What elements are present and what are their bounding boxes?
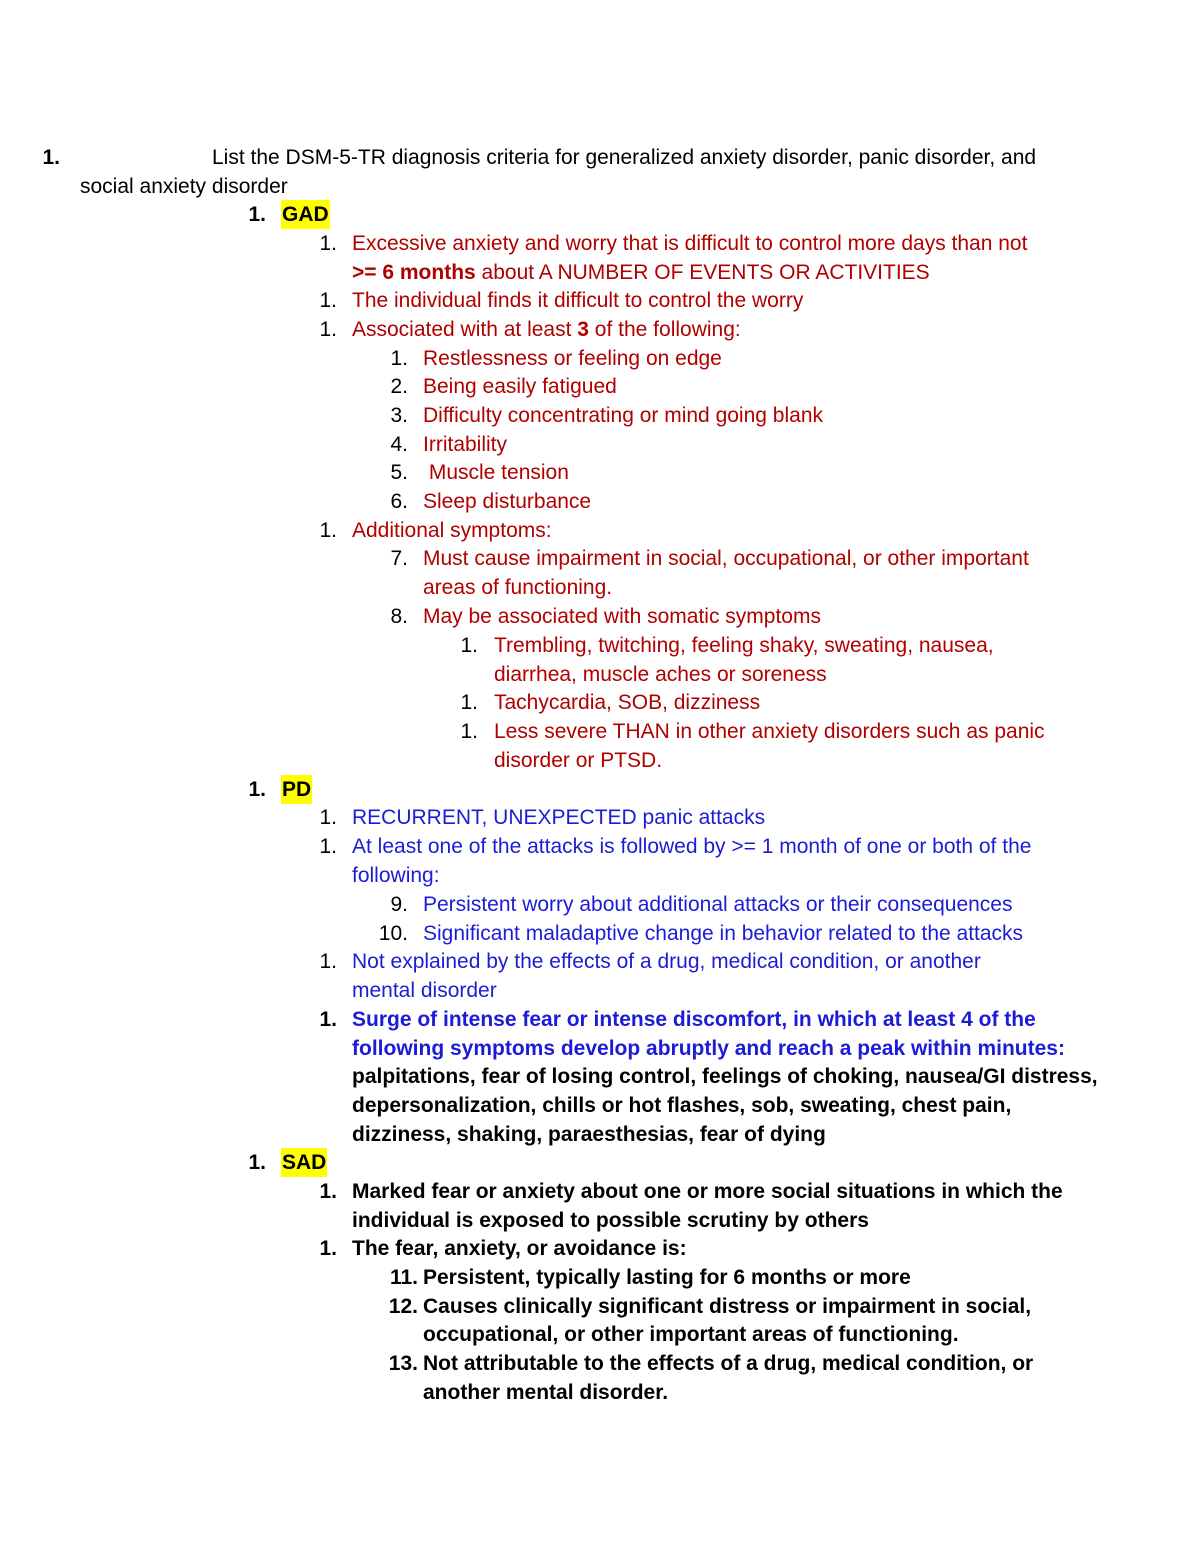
sad-heading <box>0 1148 1200 1177</box>
sad-fear <box>0 1292 1200 1321</box>
gad-symptom-number: 5. <box>390 461 408 484</box>
pd-item-text-cont: depersonalization, chills or hot flashes, sob, sweating, chest pain, <box>352 1094 1012 1117</box>
pd-item-text-cont: following symptoms develop abruptly and reach a peak within minutes: <box>352 1037 1065 1060</box>
gad-item-text-cont: >= 6 months about A NUMBER OF EVENTS OR ACTIVITIES <box>352 261 930 284</box>
gad-item-number: 1. <box>319 318 337 341</box>
pd-item-cont <box>0 1120 1200 1149</box>
pd-item <box>0 947 1200 976</box>
gad-somatic <box>0 631 1200 660</box>
gad-additional-cont <box>0 573 1200 602</box>
gad-symptom <box>0 401 1200 430</box>
gad-item-text: The individual finds it difficult to control the worry <box>352 289 804 312</box>
pd-following <box>0 919 1200 948</box>
question-line-1 <box>0 143 1200 172</box>
gad-somatic-cont <box>0 660 1200 689</box>
gad-item <box>0 229 1200 258</box>
pd-following-number: 9. <box>390 893 408 916</box>
gad-additional <box>0 544 1200 573</box>
gad-symptom-text: Irritability <box>423 433 508 456</box>
gad-somatic <box>0 688 1200 717</box>
gad-item-text: Additional symptoms: <box>352 519 552 542</box>
gad-somatic-text: Less severe THAN in other anxiety disorders such as panic <box>494 720 1045 743</box>
sad-item <box>0 1234 1200 1263</box>
gad-additional-text: May be associated with somatic symptoms <box>423 605 821 628</box>
pd-item-cont <box>0 1091 1200 1120</box>
sad-item-text: The fear, anxiety, or avoidance is: <box>352 1237 687 1260</box>
question-text-cont: social anxiety disorder <box>80 175 288 198</box>
pd-item-text: At least one of the attacks is followed by >= 1 month of one or both of the <box>352 835 1032 858</box>
gad-symptom-number: 4. <box>390 433 408 456</box>
sad-fear-cont <box>0 1378 1200 1407</box>
sad-heading-number: 1. <box>248 1151 266 1174</box>
gad-symptom <box>0 372 1200 401</box>
gad-symptom-number: 2. <box>390 375 408 398</box>
gad-somatic-text: Tachycardia, SOB, dizziness <box>494 691 761 714</box>
gad-item-number: 1. <box>319 519 337 542</box>
gad-item-cont <box>0 258 1200 287</box>
gad-symptom <box>0 430 1200 459</box>
pd-following <box>0 890 1200 919</box>
question-number: 1. <box>42 146 60 169</box>
pd-item <box>0 832 1200 861</box>
sad-item-number: 1. <box>319 1180 337 1203</box>
sad-item-text-cont: individual is exposed to possible scrutiny by others <box>352 1209 869 1232</box>
sad-fear <box>0 1263 1200 1292</box>
gad-symptom-text: Muscle tension <box>423 461 569 484</box>
gad-somatic-number: 1. <box>460 691 478 714</box>
gad-item-text: Associated with at least 3 of the following: <box>352 318 741 341</box>
sad-fear-text-cont: another mental disorder. <box>423 1381 669 1404</box>
gad-item-text: Excessive anxiety and worry that is difficult to control more days than not <box>352 232 1028 255</box>
pd-item-number: 1. <box>319 1008 337 1031</box>
gad-item <box>0 516 1200 545</box>
sad-item-text: Marked fear or anxiety about one or more social situations in which the <box>352 1180 1063 1203</box>
pd-heading <box>0 775 1200 804</box>
pd-item <box>0 1005 1200 1034</box>
pd-item-text-cont: mental disorder <box>352 979 497 1002</box>
pd-item-text: Surge of intense fear or intense discomfort, in which at least 4 of the <box>352 1008 1036 1031</box>
gad-item <box>0 286 1200 315</box>
pd-item-cont <box>0 1034 1200 1063</box>
pd-item <box>0 803 1200 832</box>
gad-symptom-text: Difficulty concentrating or mind going blank <box>423 404 823 427</box>
gad-somatic-text-cont: diarrhea, muscle aches or soreness <box>494 663 827 686</box>
pd-following-text: Significant maladaptive change in behavior related to the attacks <box>423 922 1024 945</box>
pd-heading-number: 1. <box>248 778 266 801</box>
gad-symptom <box>0 458 1200 487</box>
pd-heading-label: PD <box>281 775 312 804</box>
pd-item-text-cont: following: <box>352 864 440 887</box>
sad-fear-cont <box>0 1320 1200 1349</box>
pd-item-number: 1. <box>319 950 337 973</box>
gad-additional-number: 8. <box>390 605 408 628</box>
sad-fear-text-cont: occupational, or other important areas of functioning. <box>423 1323 959 1346</box>
question-line-2 <box>0 172 1200 201</box>
gad-item-number: 1. <box>319 232 337 255</box>
sad-item-cont <box>0 1206 1200 1235</box>
gad-somatic-text-cont: disorder or PTSD. <box>494 749 663 772</box>
gad-heading <box>0 200 1200 229</box>
gad-somatic <box>0 717 1200 746</box>
sad-fear-text: Causes clinically significant distress or impairment in social, <box>423 1295 1032 1318</box>
pd-following-number: 10. <box>378 922 408 945</box>
gad-heading-label: GAD <box>281 200 330 229</box>
question-text: List the DSM-5-TR diagnosis criteria for generalized anxiety disorder, panic disorder, and <box>212 146 1037 169</box>
gad-somatic-cont <box>0 746 1200 775</box>
gad-somatic-number: 1. <box>460 720 478 743</box>
gad-item <box>0 315 1200 344</box>
pd-item-cont <box>0 1062 1200 1091</box>
sad-fear-number: 13. <box>388 1352 418 1375</box>
pd-item-cont <box>0 976 1200 1005</box>
gad-symptom-text: Being easily fatigued <box>423 375 617 398</box>
pd-item-number: 1. <box>319 835 337 858</box>
gad-symptom-number: 1. <box>390 347 408 370</box>
gad-additional <box>0 602 1200 631</box>
pd-item-cont <box>0 861 1200 890</box>
gad-symptom-text: Restlessness or feeling on edge <box>423 347 722 370</box>
sad-fear-number: 12. <box>388 1295 418 1318</box>
pd-item-text: RECURRENT, UNEXPECTED panic attacks <box>352 806 766 829</box>
sad-heading-label: SAD <box>281 1148 327 1177</box>
gad-item-number: 1. <box>319 289 337 312</box>
gad-somatic-text: Trembling, twitching, feeling shaky, sweating, nausea, <box>494 634 994 657</box>
sad-item-number: 1. <box>319 1237 337 1260</box>
gad-additional-text: Must cause impairment in social, occupational, or other important <box>423 547 1029 570</box>
pd-item-text-cont: palpitations, fear of losing control, feelings of choking, nausea/GI distress, <box>352 1065 1098 1088</box>
sad-item <box>0 1177 1200 1206</box>
pd-item-text-cont: dizziness, shaking, paraesthesias, fear of dying <box>352 1123 826 1146</box>
sad-fear <box>0 1349 1200 1378</box>
gad-additional-text-cont: areas of functioning. <box>423 576 613 599</box>
sad-fear-number: 11. <box>389 1266 418 1289</box>
sad-fear-text: Not attributable to the effects of a drug, medical condition, or <box>423 1352 1034 1375</box>
gad-additional-number: 7. <box>390 547 408 570</box>
pd-following-text: Persistent worry about additional attacks or their consequences <box>423 893 1013 916</box>
pd-item-text: Not explained by the effects of a drug, medical condition, or another <box>352 950 981 973</box>
gad-symptom-text: Sleep disturbance <box>423 490 592 513</box>
sad-fear-text: Persistent, typically lasting for 6 months or more <box>423 1266 911 1289</box>
gad-symptom-number: 3. <box>390 404 408 427</box>
gad-somatic-number: 1. <box>460 634 478 657</box>
gad-symptom-number: 6. <box>390 490 408 513</box>
pd-item-number: 1. <box>319 806 337 829</box>
gad-heading-number: 1. <box>248 203 266 226</box>
gad-symptom <box>0 487 1200 516</box>
gad-symptom <box>0 344 1200 373</box>
